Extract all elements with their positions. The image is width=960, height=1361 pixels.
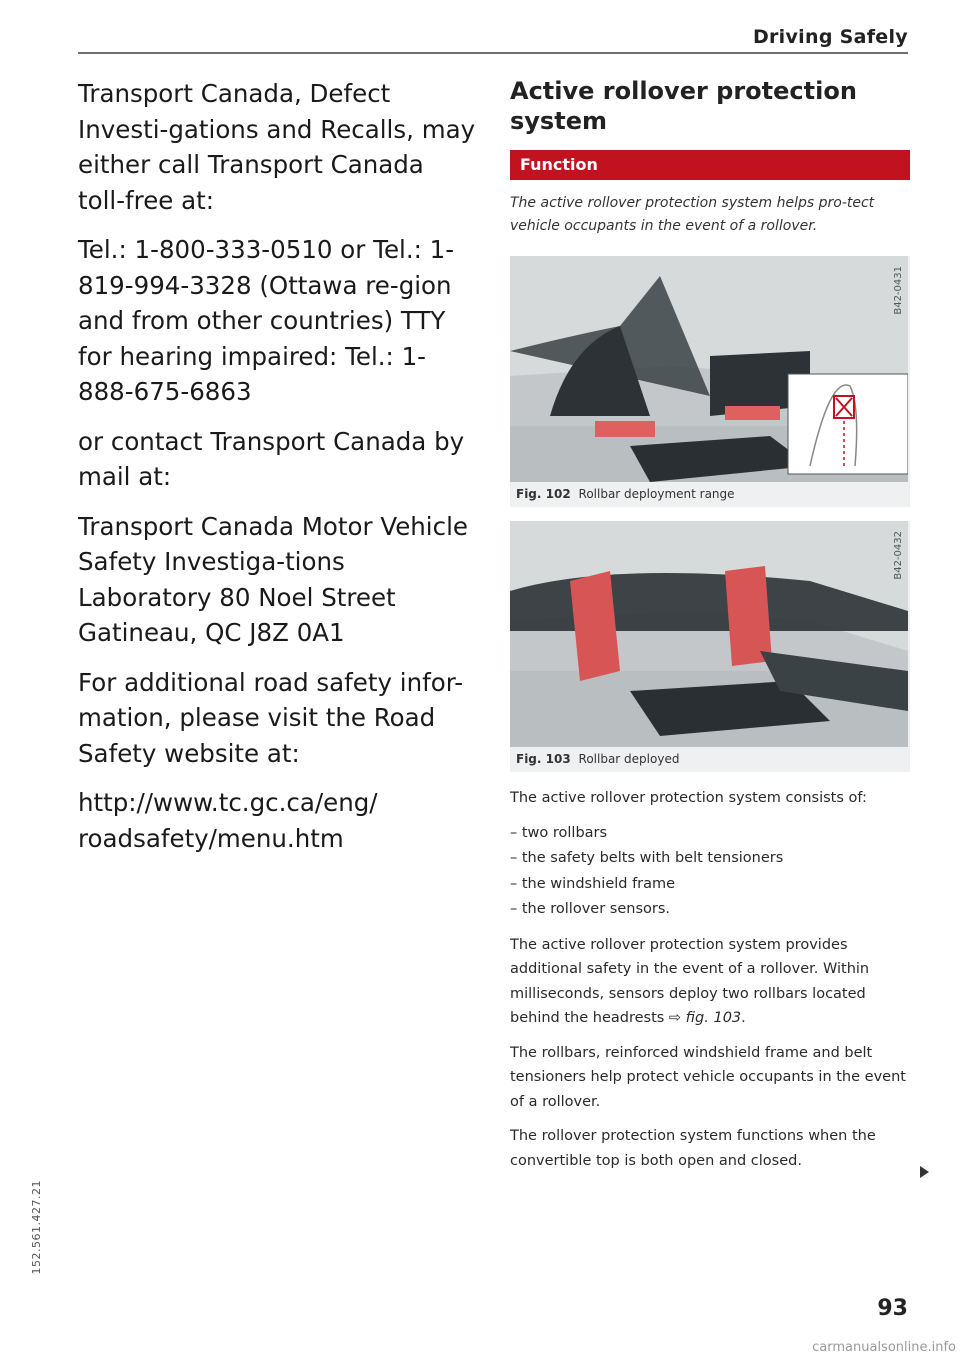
figure-102 [510, 256, 910, 507]
list-item: – the windshield frame [510, 875, 676, 892]
paragraph: The rollbars, reinforced windshield frame and belt tensioners help protect vehicle occupants in the event of a rollover. [510, 1044, 906, 1110]
contact-column [78, 76, 478, 870]
page-number: 93 [877, 1296, 908, 1321]
list-item: – the rollover sensors. [510, 901, 670, 917]
intro-text: The active rollover protection system helps pro-tect vehicle occupants in the event of a rollover. [510, 195, 875, 234]
document-code: 152.561.427.21 [30, 1180, 43, 1275]
figure-number: Fig. 103 [516, 752, 571, 766]
figure-caption-text: Rollbar deployed [578, 752, 680, 766]
component-list [510, 821, 910, 923]
paragraph: or contact Transport Canada by mail at: [78, 426, 465, 491]
paragraph: Tel.: 1-800-333-0510 or Tel.: 1-819-994-3328 (Ottawa re-gion and from other countries) TTY for hearing impaired: Tel.: 1-888-675-6863 [78, 235, 455, 406]
figure-number: Fig. 102 [516, 487, 571, 501]
rollover-section [510, 76, 910, 1183]
figure-caption-text: Rollbar deployment range [578, 487, 735, 501]
figure-reference-link[interactable]: ⇨ fig. 103 [668, 1010, 742, 1026]
figure-caption [510, 482, 910, 507]
list-item: – two rollbars [510, 824, 608, 841]
body-text [510, 786, 910, 1173]
figure-code: B42-0431 [893, 266, 904, 315]
paragraph-end: . [741, 1010, 746, 1026]
section-title: Active rollover protection system [510, 77, 857, 135]
website-url: http://www.tc.gc.ca/eng/ roadsafety/menu.htm [78, 788, 378, 853]
paragraph-text: The active rollover protection system provides additional safety in the event of a rollover. Within milliseconds, sensors deploy two rollbars located behind the headrests [510, 936, 870, 1026]
list-item: – the safety belts with belt tensioners [510, 850, 784, 866]
figure-103 [510, 521, 910, 772]
continue-arrow-icon [920, 1166, 929, 1178]
watermark: carmanualsonline.info [812, 1340, 956, 1355]
consists-of-text: The active rollover protection system consists of: [510, 790, 867, 806]
paragraph: For additional road safety infor-mation, please visit the Road Safety website at: [78, 667, 464, 768]
function-heading-bar: Function [510, 150, 910, 180]
paragraph [510, 933, 910, 1031]
running-header: Driving Safely [752, 26, 908, 48]
paragraph: The rollover protection system functions when the convertible top is both open and closed. [510, 1128, 876, 1169]
header-divider [78, 52, 908, 54]
rollbar-deployed-image [510, 521, 910, 747]
figure-caption [510, 747, 910, 772]
paragraph: Transport Canada Motor Vehicle Safety Investiga-tions Laboratory 80 Noel Street Gatineau, QC J8Z 0A1 [78, 511, 468, 647]
figure-code: B42-0432 [893, 531, 904, 580]
paragraph: Transport Canada, Defect Investi-gations and Recalls, may either call Transport Canada toll-free at: [78, 79, 476, 215]
rollbar-range-image [510, 256, 910, 482]
